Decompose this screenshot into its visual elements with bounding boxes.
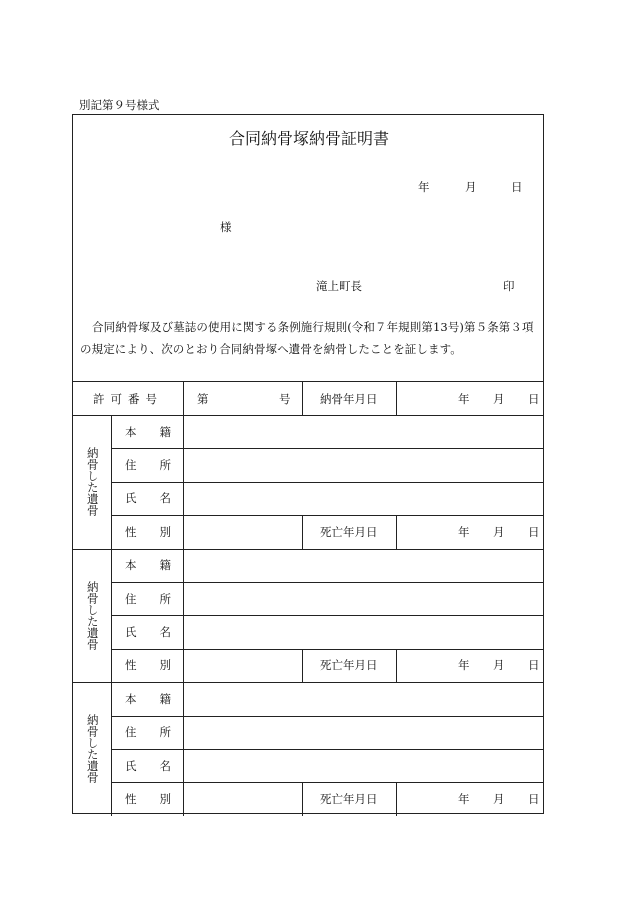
address-label bbox=[125, 582, 171, 615]
issue-date-year: 年 bbox=[418, 180, 430, 194]
name-value bbox=[184, 482, 542, 515]
interment-date-label: 納骨年月日 bbox=[320, 391, 378, 406]
death-year: 年 bbox=[458, 792, 470, 807]
certification-statement: 合同納骨塚及び墓誌の使用に関する条例施行規則(令和７年規則第13号)第５条第３項の規定により、次のとおり合同納骨塚へ遺骨を納骨したことを証します。 bbox=[80, 320, 534, 356]
label-char: 別 bbox=[159, 524, 171, 539]
form-number-label: 別記第９号様式 bbox=[79, 98, 160, 112]
document-title: 合同納骨塚納骨証明書 bbox=[228, 129, 389, 148]
death-day: 日 bbox=[528, 658, 540, 673]
permit-number-label: 許可番号 bbox=[93, 391, 163, 406]
issuer-name: 滝上町長 bbox=[316, 279, 362, 293]
divider bbox=[183, 381, 184, 415]
label-char: 本 bbox=[125, 691, 137, 706]
death-date-label: 死亡年月日 bbox=[320, 524, 378, 539]
label-char: 氏 bbox=[125, 758, 137, 773]
honseki-value bbox=[184, 415, 542, 448]
name-value bbox=[184, 749, 542, 782]
label-char: 名 bbox=[159, 491, 171, 506]
interment-year: 年 bbox=[458, 391, 470, 406]
sex-label bbox=[125, 515, 171, 548]
name-value bbox=[184, 615, 542, 648]
death-year: 年 bbox=[458, 658, 470, 673]
honseki-label bbox=[125, 415, 171, 448]
address-value bbox=[184, 582, 542, 615]
label-char: 所 bbox=[159, 458, 171, 473]
label-char: 性 bbox=[125, 658, 137, 673]
certificate-form bbox=[72, 114, 544, 814]
label-char: 本 bbox=[125, 424, 137, 439]
death-year: 年 bbox=[458, 524, 470, 539]
group-label: 納骨した遺骨 bbox=[85, 447, 100, 517]
label-char: 住 bbox=[125, 458, 137, 473]
divider bbox=[396, 782, 397, 815]
label-char: 本 bbox=[125, 558, 137, 573]
address-value bbox=[184, 716, 542, 749]
address-label bbox=[125, 448, 171, 481]
divider bbox=[302, 782, 303, 815]
interment-month: 月 bbox=[493, 391, 505, 406]
group-label-cell bbox=[73, 415, 111, 549]
name-label bbox=[125, 749, 171, 782]
label-char: 性 bbox=[125, 524, 137, 539]
death-day: 日 bbox=[528, 524, 540, 539]
label-char: 籍 bbox=[159, 424, 171, 439]
death-day: 日 bbox=[528, 792, 540, 807]
divider bbox=[302, 515, 303, 548]
label-char: 住 bbox=[125, 725, 137, 740]
label-char: 氏 bbox=[125, 491, 137, 506]
divider bbox=[302, 381, 303, 415]
divider bbox=[396, 649, 397, 682]
divider bbox=[302, 649, 303, 682]
honseki-label bbox=[125, 549, 171, 582]
label-char: 別 bbox=[159, 658, 171, 673]
group-label-cell bbox=[73, 682, 111, 816]
honseki-label bbox=[125, 682, 171, 715]
permit-dai: 第 bbox=[197, 391, 209, 406]
death-month: 月 bbox=[493, 658, 505, 673]
group-label-cell bbox=[73, 549, 111, 683]
honseki-value bbox=[184, 549, 542, 582]
interment-day: 日 bbox=[528, 391, 540, 406]
divider bbox=[396, 381, 397, 415]
address-value bbox=[184, 448, 542, 481]
label-char: 住 bbox=[125, 591, 137, 606]
label-char: 性 bbox=[125, 792, 137, 807]
death-date-label: 死亡年月日 bbox=[320, 658, 378, 673]
death-date-label: 死亡年月日 bbox=[320, 792, 378, 807]
sex-label bbox=[125, 782, 171, 815]
sex-label bbox=[125, 649, 171, 682]
name-label bbox=[125, 615, 171, 648]
death-month: 月 bbox=[493, 524, 505, 539]
honseki-value bbox=[184, 682, 542, 715]
label-char: 籍 bbox=[159, 691, 171, 706]
label-char: 所 bbox=[159, 725, 171, 740]
label-char: 所 bbox=[159, 591, 171, 606]
label-char: 別 bbox=[159, 792, 171, 807]
address-label bbox=[125, 716, 171, 749]
issue-date-month: 月 bbox=[465, 180, 477, 194]
name-label bbox=[125, 482, 171, 515]
seal-mark: 印 bbox=[503, 279, 515, 293]
permit-go: 号 bbox=[279, 391, 291, 406]
issue-date-day: 日 bbox=[511, 180, 523, 194]
label-char: 氏 bbox=[125, 625, 137, 640]
death-month: 月 bbox=[493, 792, 505, 807]
label-char: 名 bbox=[159, 625, 171, 640]
group-label: 納骨した遺骨 bbox=[85, 714, 100, 784]
label-char: 名 bbox=[159, 758, 171, 773]
addressee-honorific: 様 bbox=[220, 220, 232, 234]
group-label: 納骨した遺骨 bbox=[85, 580, 100, 650]
divider bbox=[396, 515, 397, 548]
label-char: 籍 bbox=[159, 558, 171, 573]
